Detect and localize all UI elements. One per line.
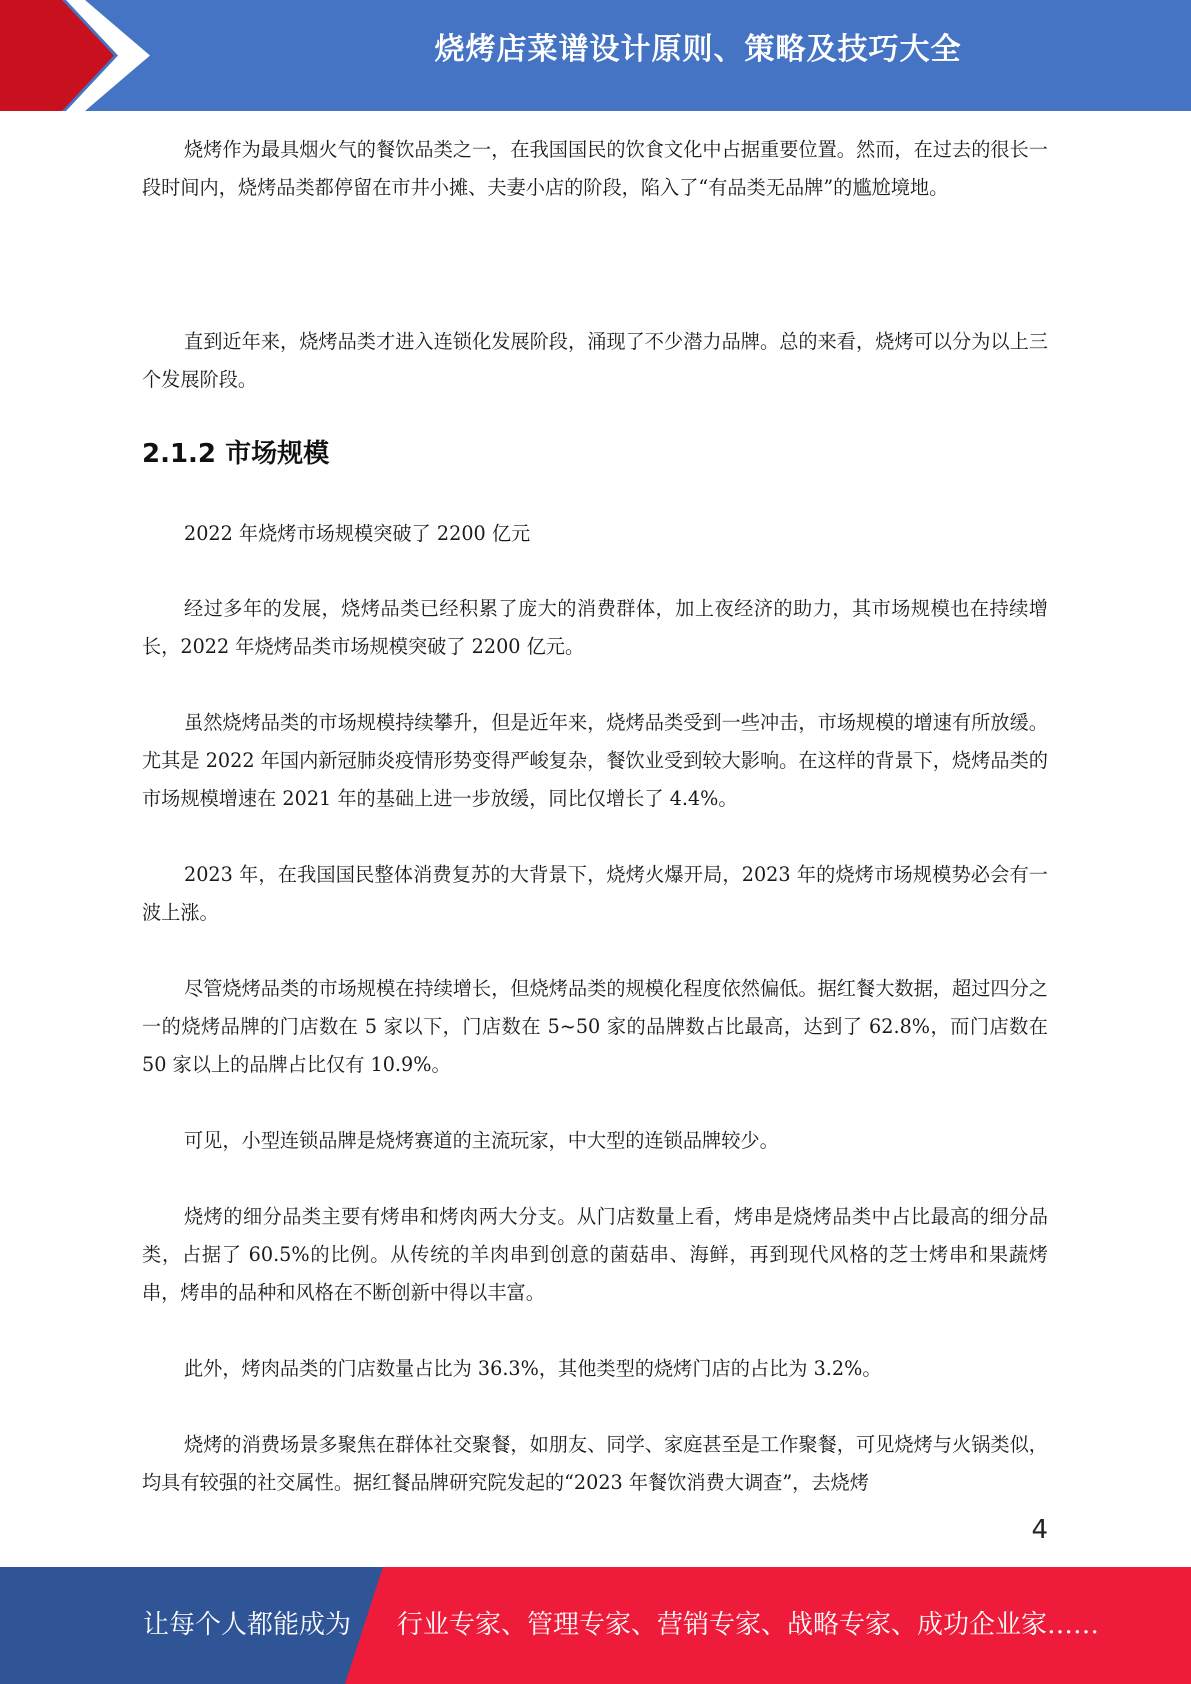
paragraph: 经过多年的发展，烧烤品类已经积累了庞大的消费群体，加上夜经济的助力，其市场规模也在持续增长，2022 年烧烤品类市场规模突破了 2200 亿元。 (142, 597, 1048, 658)
page-header (0, 0, 1191, 111)
paragraph: 虽然烧烤品类的市场规模持续攀升，但是近年来，烧烤品类受到一些冲击，市场规模的增速有所放缓。尤其是 2022 年国内新冠肺炎疫情形势变得严峻复杂，餐饮业受到较大影响。在这样的背景下，烧烤品类的市场规模增速在 2021 年的基础上进一步放缓，同比仅增长了 4.4%。 (142, 711, 1048, 810)
paragraph: 烧烤的细分品类主要有烤串和烤肉两大分支。从门店数量上看，烤串是烧烤品类中占比最高的细分品类，占据了 60.5%的比例。从传统的羊肉串到创意的菌菇串、海鲜，再到现代风格的芝士烤串和果蔬烤串，烤串的品种和风格在不断创新中得以丰富。 (142, 1205, 1048, 1304)
paragraph: 2023 年，在我国国民整体消费复苏的大背景下，烧烤火爆开局，2023 年的烧烤市场规模势必会有一波上涨。 (142, 863, 1048, 924)
paragraph: 尽管烧烤品类的市场规模在持续增长，但烧烤品类的规模化程度依然偏低。据红餐大数据，超过四分之一的烧烤品牌的门店数在 5 家以下，门店数在 5~50 家的品牌数占比最高，达到了 62.8%，而门店数在 50 家以上的品牌占比仅有 10.9%。 (142, 977, 1048, 1076)
section-heading: 2.1.2 市场规模 (142, 439, 330, 469)
paragraph: 烧烤作为最具烟火气的餐饮品类之一，在我国国民的饮食文化中占据重要位置。然而，在过去的很长一段时间内，烧烤品类都停留在市井小摊、夫妻小店的阶段，陷入了“有品类无品牌”的尴尬境地。 (142, 138, 1048, 199)
paragraph: 2022 年烧烤市场规模突破了 2200 亿元 (184, 522, 531, 545)
paragraph: 烧烤的消费场景多聚焦在群体社交聚餐，如朋友、同学、家庭甚至是工作聚餐，可见烧烤与火锅类似，均具有较强的社交属性。据红餐品牌研究院发起的“2023 年餐饮消费大调查”，去烧烤 (142, 1433, 1048, 1494)
footer-slogan-left: 让每个人都能成为 (143, 1610, 352, 1640)
paragraph: 此外，烤肉品类的门店数量占比为 36.3%，其他类型的烧烤门店的占比为 3.2%。 (184, 1357, 882, 1380)
document-title: 烧烤店菜谱设计原则、策略及技巧大全 (434, 32, 962, 67)
footer-slogan-right: 行业专家、管理专家、营销专家、战略专家、成功企业家…… (397, 1610, 1100, 1640)
paragraph: 可见，小型连锁品牌是烧烤赛道的主流玩家，中大型的连锁品牌较少。 (184, 1129, 779, 1152)
paragraph: 直到近年来，烧烤品类才进入连锁化发展阶段，涌现了不少潜力品牌。总的来看，烧烤可以分为以上三个发展阶段。 (142, 330, 1048, 391)
page-number: 4 (1031, 1515, 1048, 1545)
page-footer (0, 1567, 1191, 1684)
